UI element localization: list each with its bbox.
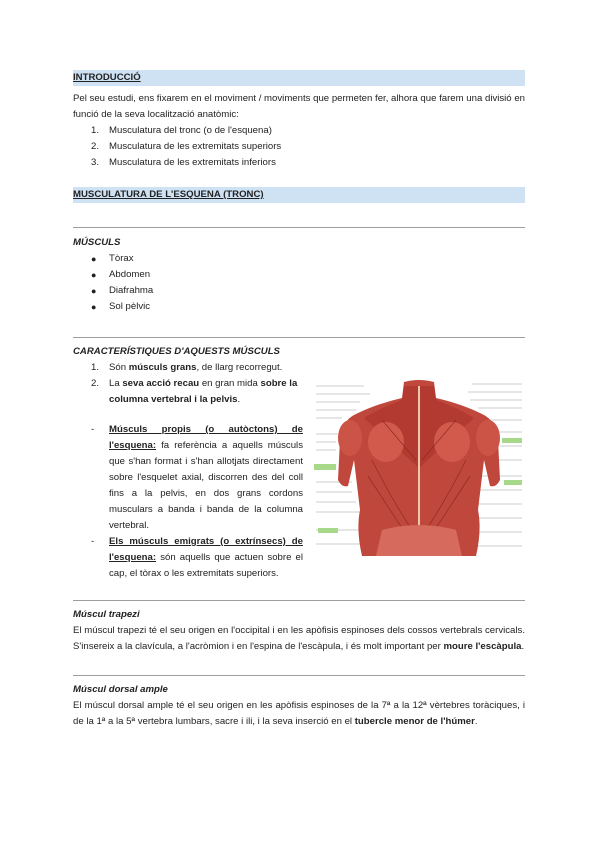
list-item: 2. Musculatura de les extremitats superiors [91,141,282,152]
muscles-list [73,251,525,315]
dorsal-text: El múscul dorsal ample té el seu origen en les apòfisis espinoses de la 7ª a la 12ª vèrtebres toràciques, i de la 1ª a la 5ª vertebra lumbars, sacre i ili, i la seva inserció en el tubercle menor de l'húmer. [73,700,525,727]
intro-list [73,123,525,171]
section-divider [73,337,525,338]
section-divider [73,600,525,601]
list-item: 1. Són músculs grans, de llarg recorregut. [91,362,283,373]
intro-heading: INTRODUCCIÓ [73,70,525,86]
muscle-types-list [73,422,303,582]
list-item: - Músculs propis (o autòctons) de l'esquena: fa referència a aquells músculs que s'han format i s'han allotjats directament sobre l'esquelet axial, discorren des del coll fins a la pelvis, en dos grans cordons musculars a banda i banda de la columna vertebral. [91,424,303,531]
list-item: ● Abdomen [91,269,151,280]
characteristics-list [73,360,299,408]
list-item: ● Tòrax [91,253,134,264]
list-item: - Els músculs emigrats (o extrínsecs) de l'esquena: són aquells que actuen sobre el cap, el tòrax o les extremitats superiors. [91,536,303,579]
list-item: ● Diafrahma [91,285,154,296]
trapezi-text: El múscul trapezi té el seu origen en l'occipital i en les apòfisis espinoses dels cossos vertebrals cervicals. S'insereix a la clavícula, a l'acròmion i en l'espina de l'escàpula, i és molt important per moure l'escàpula. [73,625,525,652]
list-item: 1. Musculatura del tronc (o de l'esquena) [91,125,272,136]
section-divider [73,227,525,228]
back-heading: MUSCULATURA DE L'ESQUENA (TRONC) [73,187,525,203]
trapezi-title: Múscul trapezi [73,609,140,620]
list-item: ● Sol pèlvic [91,301,151,312]
dorsal-title: Múscul dorsal ample [73,684,168,695]
muscles-title: MÚSCULS [73,237,121,248]
list-item: 3. Musculatura de les extremitats inferiors [91,157,276,168]
list-item: 2. La seva acció recau en gran mida sobre la columna vertebral i la pelvis. [91,378,298,405]
back-muscles-icon [312,380,526,560]
section-divider [73,675,525,676]
characteristics-title: CARACTERÍSTIQUES D'AQUESTS MÚSCULS [73,346,280,357]
intro-text: Pel seu estudi, ens fixarem en el moviment / moviments que permeten fer, alhora que farem una divisió en funció de la seva localització anatòmic: [73,93,525,120]
back-muscles-figure [312,380,526,560]
